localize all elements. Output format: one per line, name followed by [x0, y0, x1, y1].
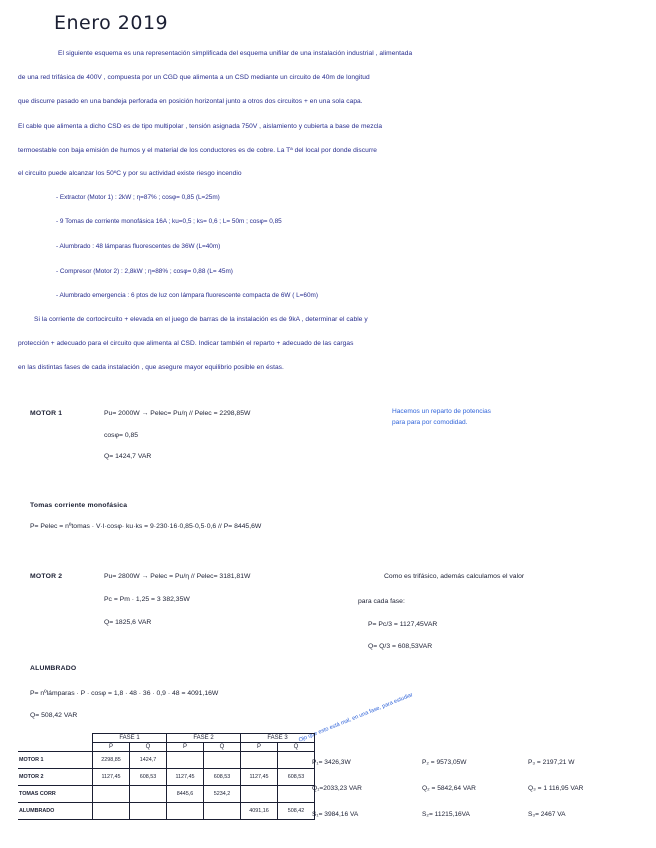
load-item: - 9 Tomas de corriente monofásica 16A ; ku=0,5 ; ks= 0,6 ; L= 50m ; cosφ= 0,85 — [56, 218, 282, 225]
motor1-label: MOTOR 1 — [30, 410, 63, 417]
table-cell: 508,42 — [278, 803, 315, 820]
tomas-power: P= Pelec = nºtomas · V·I·cosφ· ku·ks = 9·230·16·0,85·0,5·0,6 // P= 8445,6W — [30, 523, 262, 530]
phase2-q: Q₂ = 5842,64 VAR — [422, 785, 476, 792]
table-cell — [167, 752, 204, 769]
phase1-p: P₁= 3426,3W — [312, 759, 351, 766]
load-item: - Alumbrado : 48 lámparas fluorescentes de 36W (L=40m) — [56, 243, 221, 250]
table-cell: 608,53 — [278, 769, 315, 786]
table-subheader: Q — [204, 743, 241, 752]
table-cell: 4091,16 — [241, 803, 278, 820]
table-cell — [93, 786, 130, 803]
question-line: protección + adecuado para el circuito que alimenta al CSD. Indicar también el reparto + adecuado de las cargas — [18, 340, 354, 347]
phase2-p: P₂ = 9573,05W — [422, 759, 467, 766]
table-cell: 1127,45 — [167, 769, 204, 786]
motor1-reactive: Q= 1424,7 VAR — [104, 453, 152, 460]
table-row — [18, 803, 315, 820]
page-title: Enero 2019 — [54, 12, 169, 34]
phase3-p: P₃ = 2197,21 W — [528, 759, 575, 766]
table-cell: 5234,2 — [204, 786, 241, 803]
table-cell — [241, 752, 278, 769]
table-cell: 608,53 — [130, 769, 167, 786]
table-phase-header: FASE 2 — [167, 734, 241, 743]
load-item: - Extractor (Motor 1) : 2kW ; η=87% ; cosφ= 0,85 (L=25m) — [56, 194, 220, 201]
table-cell: 1424,7 — [130, 752, 167, 769]
table-cell — [93, 803, 130, 820]
paragraph-line: el circuito puede alcanzar los 50ºC y por su actividad existe riesgo incendio — [18, 170, 242, 177]
alumbrado-note: Ojo que esto está mal, en una fase, para estudiar — [298, 692, 414, 744]
motor1-cos: cosφ= 0,85 — [104, 432, 139, 439]
table-subheader: P — [241, 743, 278, 752]
motor2-power: Pu= 2800W → Pelec = Pu/η // Pelec= 3181,81W — [104, 573, 251, 580]
table-subheader: P — [93, 743, 130, 752]
motor2-reactive: Q= 1825,6 VAR — [104, 619, 152, 626]
motor2-pc: Pc = Pm · 1,25 = 3 382,35W — [104, 596, 190, 603]
table-cell — [204, 803, 241, 820]
load-item: - Alumbrado emergencia : 6 ptos de luz con lámpara fluorescente compacta de 6W ( L=60m) — [56, 292, 318, 299]
table-cell: 8445,6 — [167, 786, 204, 803]
paragraph-line: El cable que alimenta a dicho CSD es de tipo multipolar , tensión asignada 750V , aislamiento y cubierta a base de mezcla — [18, 123, 383, 130]
phase2-s: S₂= 11215,16VA — [422, 811, 470, 818]
table-row-label: ALUMBRADO — [18, 803, 93, 820]
paragraph-line: El siguiente esquema es una representación simplificada del esquema unifilar de una instalación industrial , alimentada — [58, 50, 413, 57]
paragraph-line: de una red trifásica de 400V , compuesta por un CGD que alimenta a un CSD mediante un circuito de 40m de longitud — [18, 74, 370, 81]
paragraph-line: termoestable con baja emisión de humos y el material de los conductores es de cobre. La Tª del local por donde discurre — [18, 147, 378, 154]
motor2-tri-intro2: para cada fase: — [358, 598, 405, 605]
table-cell — [278, 786, 315, 803]
table-cell — [278, 752, 315, 769]
table-subheader: P — [167, 743, 204, 752]
motor1-power: Pu= 2000W → Pelec= Pu/η // Pelec = 2298,85W — [104, 410, 251, 417]
question-line: en las distintas fases de cada instalación , que asegure mayor equilibrio posible en éstas. — [18, 364, 284, 371]
table-row-label: MOTOR 1 — [18, 752, 93, 769]
alumbrado-reactive: Q= 508,42 VAR — [30, 712, 78, 719]
load-item: - Compresor (Motor 2) : 2,8kW ; η=88% ; cosφ= 0,88 (L= 45m) — [56, 268, 233, 275]
table-corner — [18, 734, 93, 743]
phase3-q: Q₃ = 1 116,95 VAR — [528, 785, 584, 792]
alumbrado-power: P= nºlámparas · P · cosφ = 1,8 · 48 · 36 · 0,9 · 48 = 4091,16W — [30, 690, 219, 697]
table-cell — [130, 803, 167, 820]
table-row — [18, 752, 315, 769]
table-row-label: TOMAS CORR — [18, 786, 93, 803]
motor2-phase-q: Q= Q/3 = 608,53VAR — [368, 643, 433, 650]
motor2-tri-intro: Como es trifásico, además calculamos el valor — [384, 573, 525, 580]
tomas-label: Tomas corriente monofásica — [30, 502, 128, 509]
motor1-note: Hacemos un reparto de potencias para para por comodidad. — [392, 408, 491, 426]
table-subheader: Q — [278, 743, 315, 752]
table-row — [18, 786, 315, 803]
table-cell: 608,53 — [204, 769, 241, 786]
table-cell: 2298,85 — [93, 752, 130, 769]
phase-distribution-table — [18, 733, 315, 820]
phase3-s: S₃= 2467 VA — [528, 811, 566, 818]
phase2-totals — [422, 750, 476, 828]
motor2-phase-p: P= Pc/3 = 1127,45VAR — [368, 621, 438, 628]
table-row — [18, 769, 315, 786]
alumbrado-label: ALUMBRADO — [30, 665, 77, 672]
table-cell: 1127,45 — [241, 769, 278, 786]
table-phase-header: FASE 3 — [241, 734, 315, 743]
paragraph-line: que discurre pasado en una bandeja perforada en posición horizontal junto a otros dos circuitos + en una sola capa. — [18, 98, 363, 105]
phase1-totals — [312, 750, 362, 828]
table-corner — [18, 743, 93, 752]
phase3-totals — [528, 750, 583, 828]
question-line: Si la corriente de cortocircuito + elevada en el juego de barras de la instalación es de 9kA , determinar el cable y — [34, 316, 368, 323]
table-phase-header: FASE 1 — [93, 734, 167, 743]
table-cell — [204, 752, 241, 769]
table-row-label: MOTOR 2 — [18, 769, 93, 786]
table-cell — [241, 786, 278, 803]
motor2-label: MOTOR 2 — [30, 573, 63, 580]
phase1-q: Q₁=2033,23 VAR — [312, 785, 362, 792]
table-cell: 1127,45 — [93, 769, 130, 786]
table-cell — [130, 786, 167, 803]
table-subheader: Q — [130, 743, 167, 752]
table-cell — [167, 803, 204, 820]
phase1-s: S₁= 3984,16 VA — [312, 811, 359, 818]
